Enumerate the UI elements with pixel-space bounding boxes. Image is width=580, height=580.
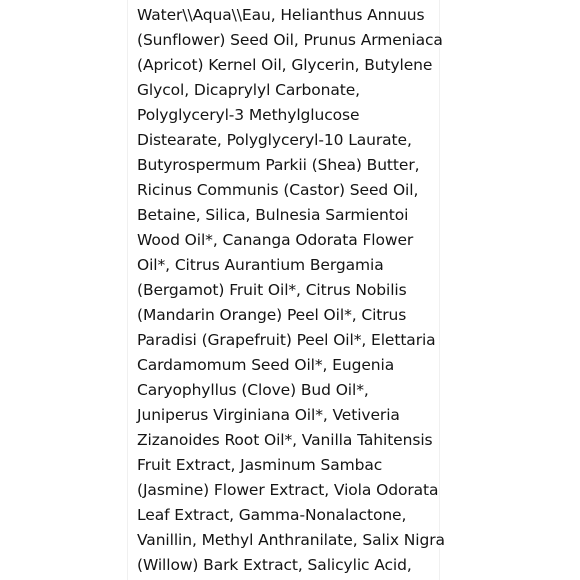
ingredient-line: (Sunflower) Seed Oil, Prunus Armeniaca bbox=[137, 31, 443, 49]
ingredient-line: Glycol, Dicaprylyl Carbonate, bbox=[137, 81, 360, 99]
ingredient-line: Paradisi (Grapefruit) Peel Oil*, Elettaria bbox=[137, 331, 436, 349]
ingredient-line: (Bergamot) Fruit Oil*, Citrus Nobilis bbox=[137, 281, 407, 299]
ingredient-line: Leaf Extract, Gamma-Nonalactone, bbox=[137, 506, 407, 524]
ingredient-line: Zizanoides Root Oil*, Vanilla Tahitensis bbox=[137, 431, 433, 449]
ingredient-line: Oil*, Citrus Aurantium Bergamia bbox=[137, 256, 384, 274]
ingredient-line: Juniperus Virginiana Oil*, Vetiveria bbox=[137, 406, 400, 424]
ingredient-line: (Jasmine) Flower Extract, Viola Odorata bbox=[137, 481, 439, 499]
ingredient-line: Vanillin, Methyl Anthranilate, Salix Nigra bbox=[137, 531, 445, 549]
ingredient-line: (Willow) Bark Extract, Salicylic Acid, bbox=[137, 556, 412, 574]
ingredient-line: Wood Oil*, Cananga Odorata Flower bbox=[137, 231, 414, 249]
ingredient-line: Water\\Aqua\\Eau, Helianthus Annuus bbox=[137, 6, 425, 24]
ingredient-line: Betaine, Silica, Bulnesia Sarmientoi bbox=[137, 206, 409, 224]
ingredient-line: Polyglyceryl-3 Methylglucose bbox=[137, 106, 360, 124]
ingredient-line: Butyrospermum Parkii (Shea) Butter, bbox=[137, 156, 420, 174]
ingredient-line: Distearate, Polyglyceryl-10 Laurate, bbox=[137, 131, 412, 149]
ingredient-line: (Apricot) Kernel Oil, Glycerin, Butylene bbox=[137, 56, 433, 74]
ingredient-line: (Mandarin Orange) Peel Oil*, Citrus bbox=[137, 306, 407, 324]
ingredient-line: Caryophyllus (Clove) Bud Oil*, bbox=[137, 381, 369, 399]
ingredients-list bbox=[137, 3, 445, 578]
ingredient-line: Cardamomum Seed Oil*, Eugenia bbox=[137, 356, 395, 374]
ingredient-line: Fruit Extract, Jasminum Sambac bbox=[137, 456, 383, 474]
ingredient-line: Ricinus Communis (Castor) Seed Oil, bbox=[137, 181, 419, 199]
